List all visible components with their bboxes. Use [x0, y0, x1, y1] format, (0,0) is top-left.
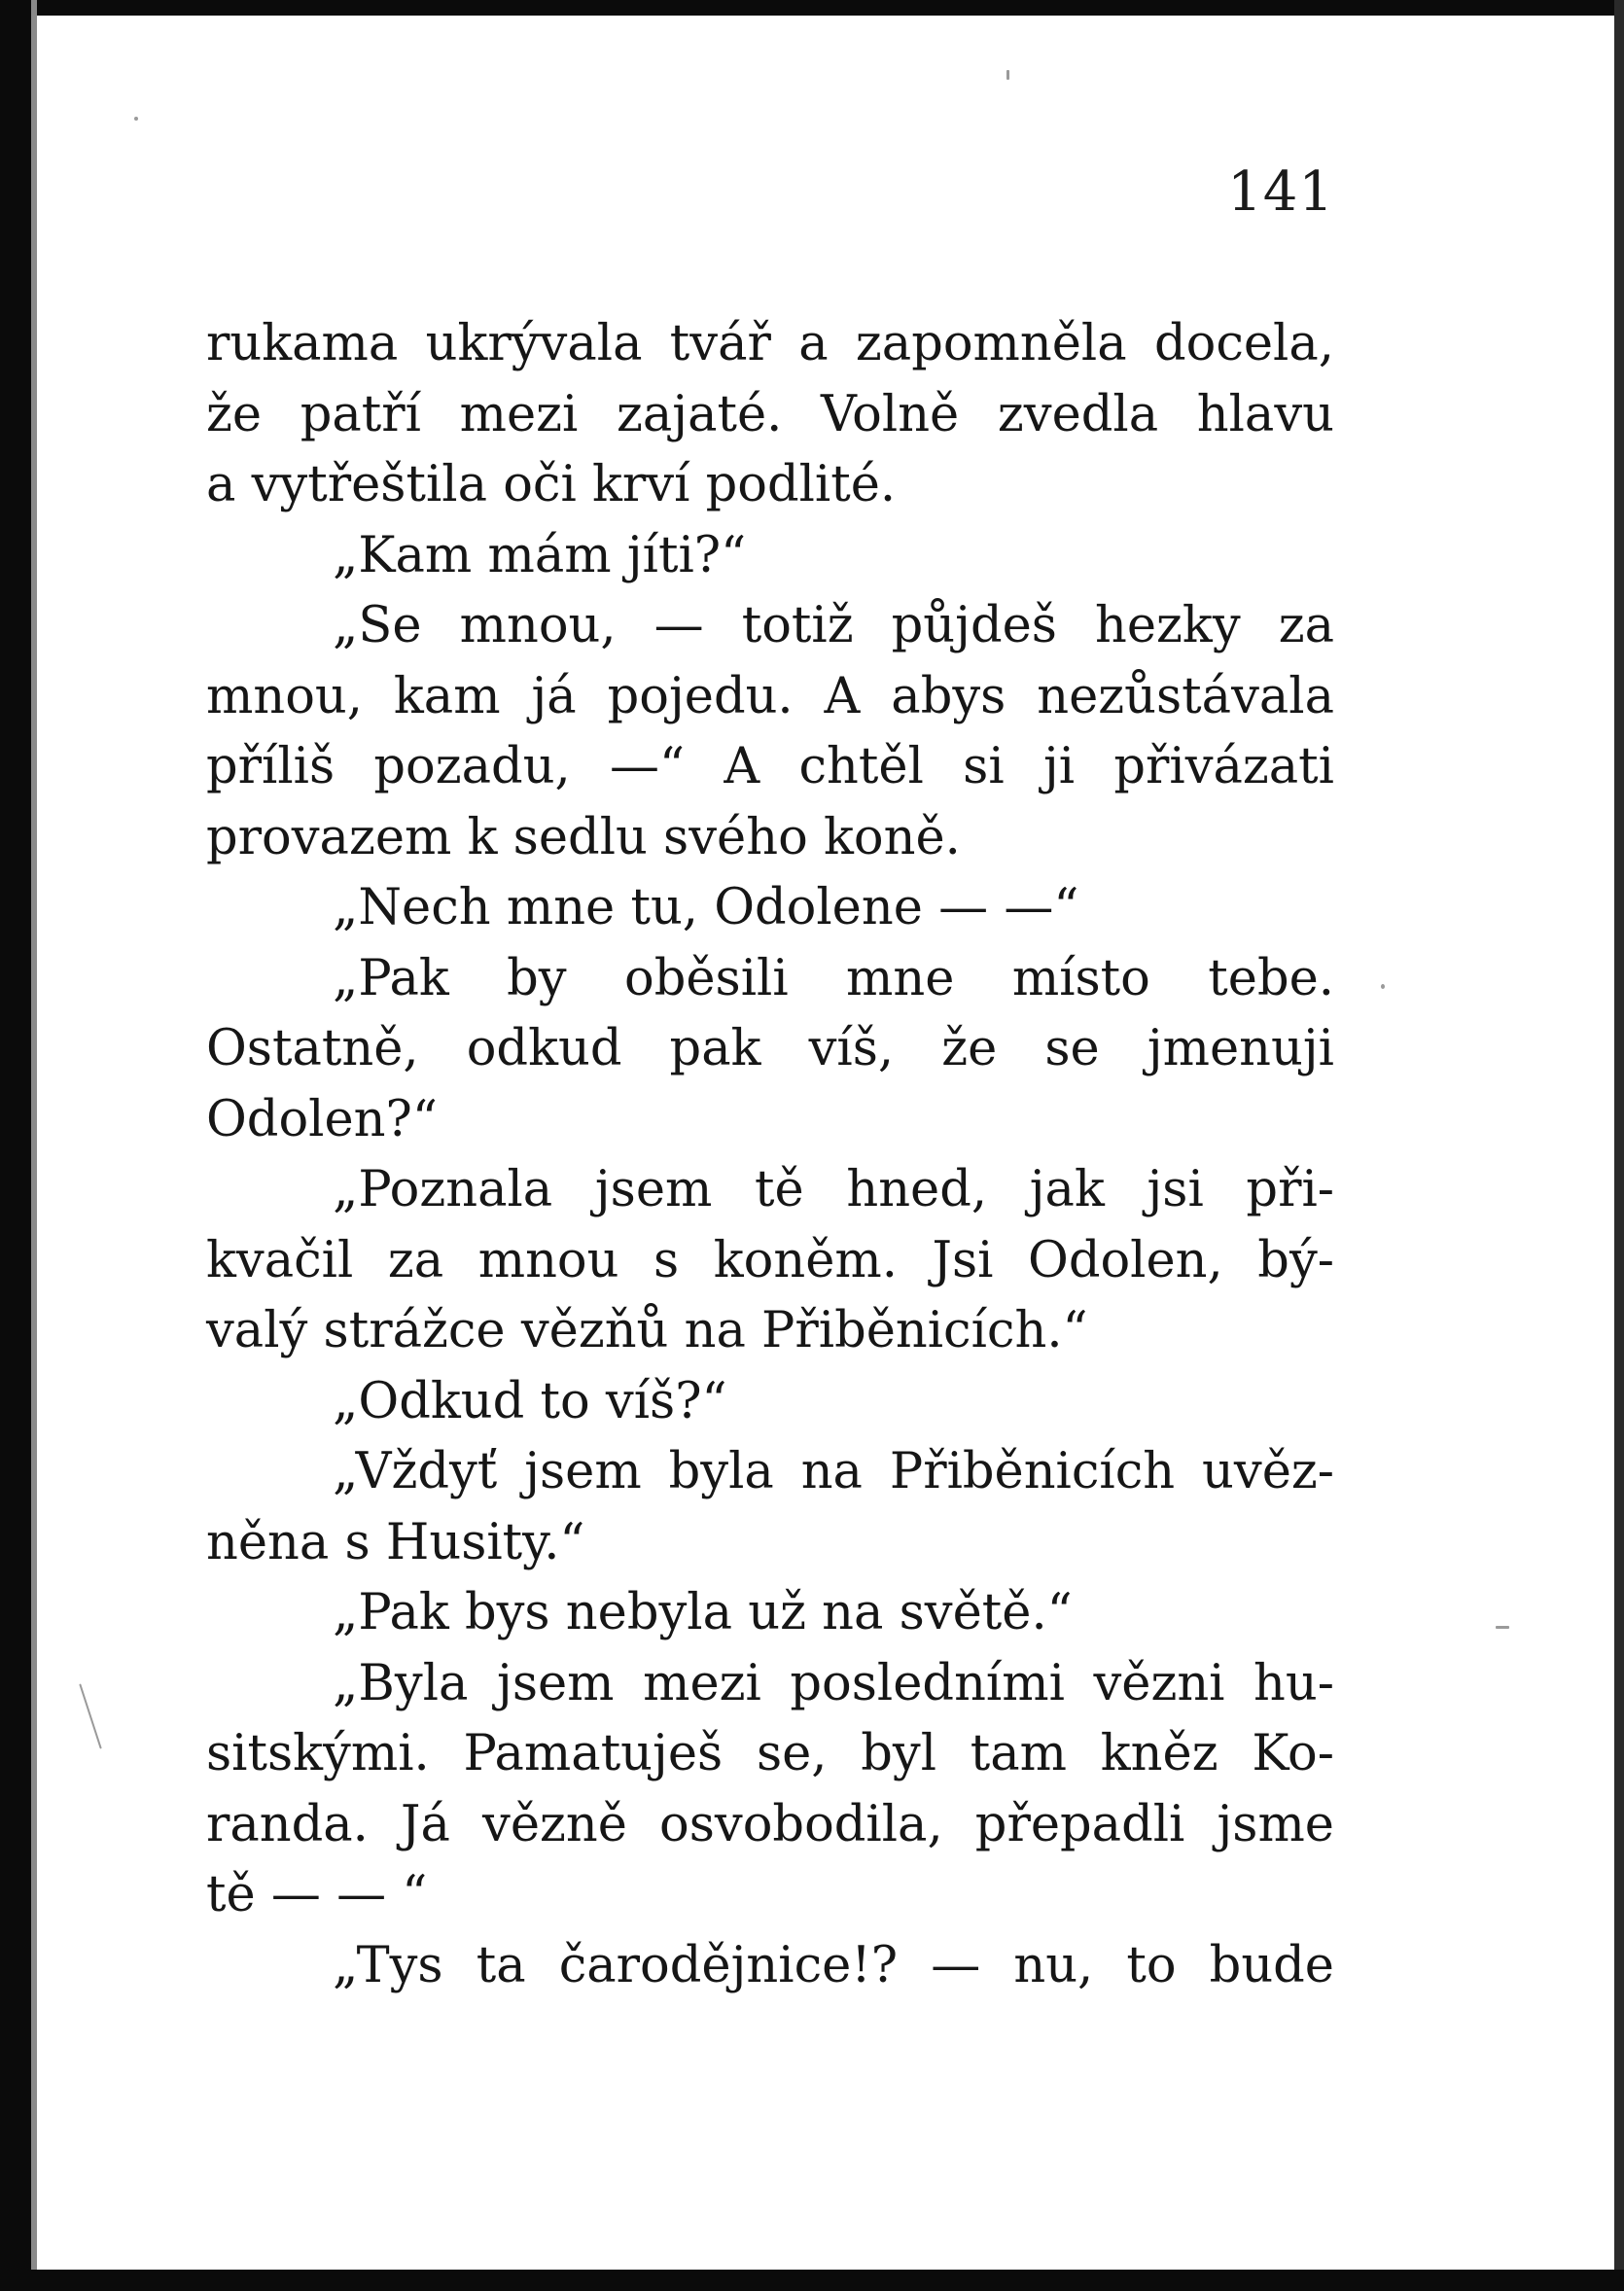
text-line: provazem k sedlu svého koně. [206, 808, 961, 866]
text-line: něna s Husity.“ [206, 1513, 585, 1571]
text-line: valý strážce vězňů na Přiběnicích.“ [206, 1302, 1088, 1359]
scan-border-right [1614, 0, 1624, 2291]
text-line: rukama ukrývala tvář a zapomněla docela, [206, 315, 1334, 372]
scan-border-left-shadow [31, 0, 37, 2291]
scan-border-top [0, 0, 1624, 16]
text-line: a vytřeštila oči krví podlité. [206, 456, 897, 513]
text-line: „Pak bys nebyla už na světě.“ [333, 1584, 1073, 1641]
text-line: Ostatně, odkud pak víš, že se jmenuji [206, 1020, 1334, 1077]
text-line: „Odkud to víš?“ [333, 1372, 727, 1430]
text-line: sitskými. Pamatuješ se, byl tam kněz Ko- [206, 1725, 1334, 1782]
text-line: mnou, kam já pojedu. A abys nezůstávala [206, 667, 1334, 725]
text-line: „Nech mne tu, Odolene — —“ [333, 879, 1079, 936]
text-line: „Se mnou, — totiž půjdeš hezky za [333, 597, 1334, 654]
scan-border-left [0, 0, 31, 2291]
dust-speck [1381, 984, 1385, 989]
text-line: tě — — “ [206, 1866, 428, 1923]
text-line: kvačil za mnou s koněm. Jsi Odolen, bý- [206, 1231, 1334, 1289]
dust-speck [1496, 1626, 1509, 1629]
dust-speck [1006, 70, 1009, 80]
text-line: že patří mezi zajaté. Volně zvedla hlavu [206, 385, 1334, 443]
text-line: „Pak by oběsili mne místo tebe. [333, 949, 1334, 1007]
text-line: „Byla jsem mezi posledními vězni hu- [333, 1654, 1334, 1712]
text-line: randa. Já vězně osvobodila, přepadli jsme [206, 1795, 1334, 1853]
dust-speck [79, 1683, 102, 1748]
text-line: „Vždyť jsem byla na Přiběnicích uvěz- [333, 1443, 1334, 1500]
text-line: „Tys ta čarodějnice!? — nu, to bude [333, 1936, 1334, 1994]
text-line: „Kam mám jíti?“ [333, 526, 747, 584]
text-line: Odolen?“ [206, 1090, 438, 1148]
page-number: 141 [1227, 160, 1334, 224]
text-line: „Poznala jsem tě hned, jak jsi při- [333, 1161, 1334, 1218]
scan-border-bottom [0, 2270, 1624, 2291]
body-text [206, 309, 1334, 2001]
dust-speck [134, 117, 138, 121]
text-line: příliš pozadu, —“ A chtěl si ji přivázati [206, 738, 1334, 795]
